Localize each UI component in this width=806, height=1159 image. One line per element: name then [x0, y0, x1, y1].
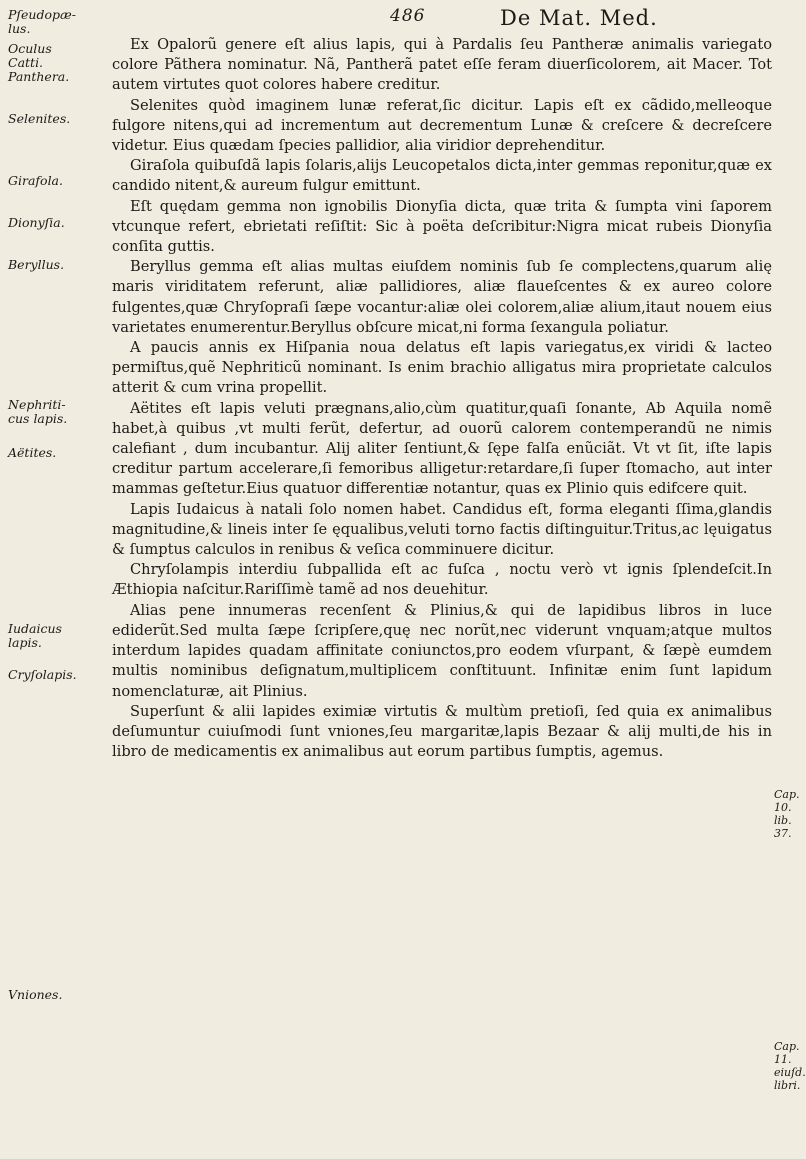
margin-note-cryfolapis: Cryſolapis.: [8, 667, 77, 682]
margin-note-nephriticus: Nephriti-cus lapis.: [8, 397, 68, 426]
margin-note-cap-eiusd: Cap. 11. eiuſd. libri.: [774, 1040, 806, 1092]
paragraph: A paucis annis ex Hiſpania noua delatus eſt lapis variegatus,ex viridi & lacteo permiſtus,quẽ Nephriticũ nominant. Is enim brachio alligatus mira proprietate calculos atterit & cum vrina propellit.: [112, 339, 772, 397]
paragraph: Beryllus gemma eſt alias multas eiuſdem nominis ſub ſe complectens,quarum alię maris viriditatem referunt, aliæ pallidiores, aliæ flaueſcentes & ex aureo colore fulgentes,quæ Chryſopraſi ſæpe vocantur:aliæ olei colorem,aliæ alium,itaut nouem eius varietates enumerentur.Beryllus obſcure micat,ni forma ſexangula poliatur.: [112, 258, 772, 336]
paragraph: Eſt quędam gemma non ignobilis Dionyſia dicta, quæ trita & ſumpta vini ſaporem vtcunque refert, ebrietati reſiſtit: Sic à poëta deſcribitur:Nigra micat rubeis Dionyſia conſita guttis.: [112, 197, 772, 256]
paragraph: Lapis Iudaicus à natali ſolo nomen habet. Candidus eſt, forma eleganti ſſima,glandis magnitudine,& lineis inter ſe ęqualibus,veluti torno factis diſtinguitur.Tritus,ac lęuigatus & ſumptus calculos in renibus & veſica comminuere dicitur.: [112, 500, 772, 559]
paragraph: Superſunt & alii lapides eximiæ virtutis & multùm pretioſi, ſed quia ex animalibus deſumuntur cuiuſmodi ſunt vniones,ſeu margaritæ,lapis Bezaar & alij multi,de his in libro de medicamentis ex animalibus aut eorum partibus ſumptis, agemus.: [112, 702, 772, 761]
main-text: [112, 35, 772, 762]
paragraph: Giraſola quibuſdã lapis ſolaris,alijs Leucopetalos dicta,inter gemmas reponitur,quæ ex candido nitent,& aureum fulgur emittunt.: [112, 157, 772, 195]
paragraph: Chryſolampis interdiu ſubpallida eſt ac fuſca , noctu verò vt ignis ſplendeſcit.In Æthiopia naſcitur.Rariſſimè tamẽ ad nos deuehitur.: [112, 561, 772, 599]
margin-note-dionysia: Dionyſia.: [8, 215, 65, 230]
margin-note-pfeudopaederus: Pſeudopæ-lus.: [8, 7, 76, 36]
paragraph: Alias pene innumeras recenſent & Plinius,& qui de lapidibus libros in luce ediderũt.Sed multa ſæpe ſcripſere,quę nec norũt,nec viderunt vnquam;atque multos interdum lapides quadam affinitate coniunctos,pro eodem vſurpant, & ſæpè eumdem multis nominibus deſignatum,multiplicem conſtituunt. Infinitæ enim ſunt lapidum nomenclaturæ, ait Plinius.: [112, 601, 772, 700]
margin-note-aetites: Aëtites.: [8, 445, 57, 460]
page-number: 486: [390, 6, 426, 26]
left-margin-notes: [0, 0, 100, 1159]
margin-note-cap-lib: Cap. 10. lib. 37.: [774, 788, 800, 840]
paragraph: Selenites quòd imaginem lunæ referat,ſic dicitur. Lapis eſt ex cãdido,melleoque fulgore nitens,qui ad incrementum aut decrementum Lunæ & creſcere & decreſcere videtur. Eius quædam ſpecies pallidior, alia viridior deprehenditur.: [112, 96, 772, 155]
margin-note-oculus-catti: Oculus Catti.: [8, 41, 52, 70]
running-head: De Mat. Med.: [500, 6, 658, 30]
margin-note-beryllus: Beryllus.: [8, 257, 65, 272]
margin-note-selenites: Selenites.: [8, 111, 71, 126]
margin-note-girasola: Girafola.: [8, 173, 63, 188]
margin-note-iudaicus: Iudaicus lapis.: [8, 621, 62, 650]
paragraph: Ex Opalorũ genere eſt alius lapis, qui à Pardalis ſeu Pantheræ animalis variegato colore Pãthera nominatur. Nã, Pantherã patet eſſe feram diuerſicolorem, ait Macer. Tot autem virtutes quot colores habere creditur.: [112, 36, 772, 94]
margin-note-panthera: Panthera.: [8, 69, 70, 84]
paragraph: Aëtites eſt lapis veluti prægnans,alio,cùm quatitur,quaſi ſonante, Ab Aquila nomẽ habet,à quibus ,vt multi ferũt, defertur, ad ouorũ calorem contemperandũ ne nimis calefiant , dum incubantur. Alij aliter ſentiunt,& ſępe falſa enũciãt. Vt vt ſit, iſte lapis creditur partum accelerare,ſi femoribus alligetur:retardare,ſi ſuper ſtomacho, aut inter mammas geſtetur.Eius quatuor differentiæ notantur, quas ex Plinio quis edifcere quit.: [112, 399, 772, 498]
margin-note-vniones: Vniones.: [8, 987, 63, 1002]
page-header: [390, 6, 760, 36]
